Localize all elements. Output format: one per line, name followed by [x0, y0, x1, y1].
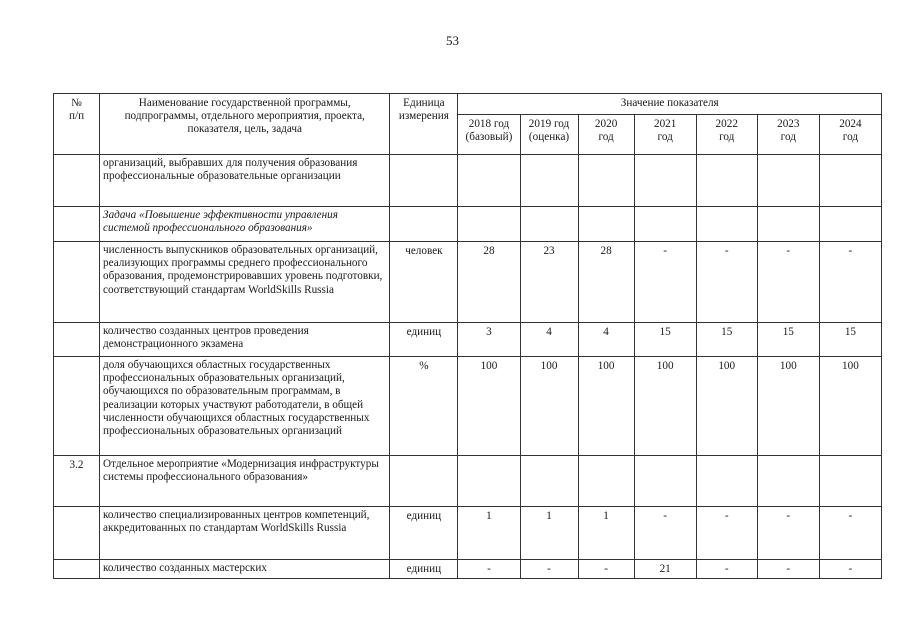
header-year: 2018 год (базовый): [458, 115, 520, 155]
value-cell: 100: [819, 357, 881, 456]
row-num: [54, 155, 100, 207]
value-cell: -: [819, 242, 881, 323]
value-cell: [757, 207, 819, 242]
header-year: 2021 год: [634, 115, 696, 155]
value-cell: [634, 456, 696, 507]
indicator-name: доля обучающихся областных государственных профессиональных образовательных организаций, обучающихся по образовательным программам, в реализации которых участвуют работодатели, в общей численности обучающихся областных государственных профессиональных образовательных организаций: [100, 357, 390, 456]
row-num: [54, 242, 100, 323]
value-cell: -: [634, 242, 696, 323]
value-cell: 3: [458, 323, 520, 357]
value-cell: [520, 207, 578, 242]
value-cell: 28: [578, 242, 634, 323]
indicators-table: [53, 93, 882, 579]
header-year: 2020 год: [578, 115, 634, 155]
table-row: [54, 323, 882, 357]
unit-cell: %: [390, 357, 458, 456]
table-row: [54, 155, 882, 207]
value-cell: [819, 207, 881, 242]
value-cell: 21: [634, 560, 696, 579]
value-cell: 100: [757, 357, 819, 456]
row-num: [54, 507, 100, 560]
value-cell: -: [520, 560, 578, 579]
value-cell: [757, 456, 819, 507]
header-year: 2023 год: [757, 115, 819, 155]
value-cell: 100: [578, 357, 634, 456]
table-row: [54, 242, 882, 323]
value-cell: 15: [634, 323, 696, 357]
value-cell: -: [578, 560, 634, 579]
value-cell: 100: [520, 357, 578, 456]
value-cell: [520, 456, 578, 507]
indicator-name: Отдельное мероприятие «Модернизация инфраструктуры системы профессионального образования»: [100, 456, 390, 507]
unit-cell: человек: [390, 242, 458, 323]
unit-cell: [390, 456, 458, 507]
value-cell: 100: [696, 357, 757, 456]
value-cell: [819, 155, 881, 207]
header-year: 2024 год: [819, 115, 881, 155]
value-cell: [458, 456, 520, 507]
unit-cell: [390, 207, 458, 242]
value-cell: [458, 207, 520, 242]
value-cell: [578, 155, 634, 207]
header-num: № п/п: [54, 94, 100, 155]
header-unit: Единица измерения: [390, 94, 458, 155]
value-cell: 15: [819, 323, 881, 357]
task-name: Задача «Повышение эффективности управления системой профессионального образования»: [100, 207, 390, 242]
row-num: [54, 560, 100, 579]
value-cell: -: [819, 507, 881, 560]
value-cell: [696, 155, 757, 207]
table-row: [54, 357, 882, 456]
value-cell: -: [819, 560, 881, 579]
page-number: 53: [446, 33, 459, 48]
header-year: 2019 год (оценка): [520, 115, 578, 155]
value-cell: 4: [520, 323, 578, 357]
header-values-group: Значение показателя: [458, 94, 882, 115]
value-cell: 100: [458, 357, 520, 456]
value-cell: 1: [520, 507, 578, 560]
value-cell: -: [696, 560, 757, 579]
indicator-name: количество созданных мастерских: [100, 560, 390, 579]
indicator-name: количество специализированных центров компетенций, аккредитованных по стандартам WorldSkills Russia: [100, 507, 390, 560]
value-cell: -: [634, 507, 696, 560]
indicator-name: количество созданных центров проведения демонстрационного экзамена: [100, 323, 390, 357]
unit-cell: единиц: [390, 323, 458, 357]
value-cell: -: [757, 560, 819, 579]
value-cell: -: [696, 507, 757, 560]
value-cell: 15: [696, 323, 757, 357]
value-cell: 1: [578, 507, 634, 560]
value-cell: -: [757, 242, 819, 323]
unit-cell: единиц: [390, 507, 458, 560]
value-cell: [578, 207, 634, 242]
value-cell: [634, 207, 696, 242]
header-name: Наименование государственной программы, подпрограммы, отдельного мероприятия, проекта, показателя, цель, задача: [100, 94, 390, 155]
value-cell: [696, 207, 757, 242]
value-cell: [696, 456, 757, 507]
row-num: [54, 323, 100, 357]
table-row: [54, 207, 882, 242]
value-cell: [520, 155, 578, 207]
unit-cell: единиц: [390, 560, 458, 579]
value-cell: 100: [634, 357, 696, 456]
indicator-name: организаций, выбравших для получения образования профессиональные образовательные организации: [100, 155, 390, 207]
table-row: [54, 507, 882, 560]
value-cell: -: [696, 242, 757, 323]
indicator-name: численность выпускников образовательных организаций, реализующих программы среднего профессионального образования, продемонстрировавших уровень подготовки, соответствующий стандартам WorldSkills Russia: [100, 242, 390, 323]
value-cell: [578, 456, 634, 507]
value-cell: 28: [458, 242, 520, 323]
value-cell: [634, 155, 696, 207]
value-cell: -: [757, 507, 819, 560]
value-cell: 1: [458, 507, 520, 560]
value-cell: -: [458, 560, 520, 579]
value-cell: [757, 155, 819, 207]
row-num: 3.2: [54, 456, 100, 507]
value-cell: 23: [520, 242, 578, 323]
header-row: [54, 94, 882, 115]
unit-cell: [390, 155, 458, 207]
table-row: [54, 560, 882, 579]
row-num: [54, 357, 100, 456]
value-cell: 4: [578, 323, 634, 357]
value-cell: 15: [757, 323, 819, 357]
table-row: [54, 456, 882, 507]
value-cell: [819, 456, 881, 507]
value-cell: [458, 155, 520, 207]
row-num: [54, 207, 100, 242]
header-year: 2022 год: [696, 115, 757, 155]
